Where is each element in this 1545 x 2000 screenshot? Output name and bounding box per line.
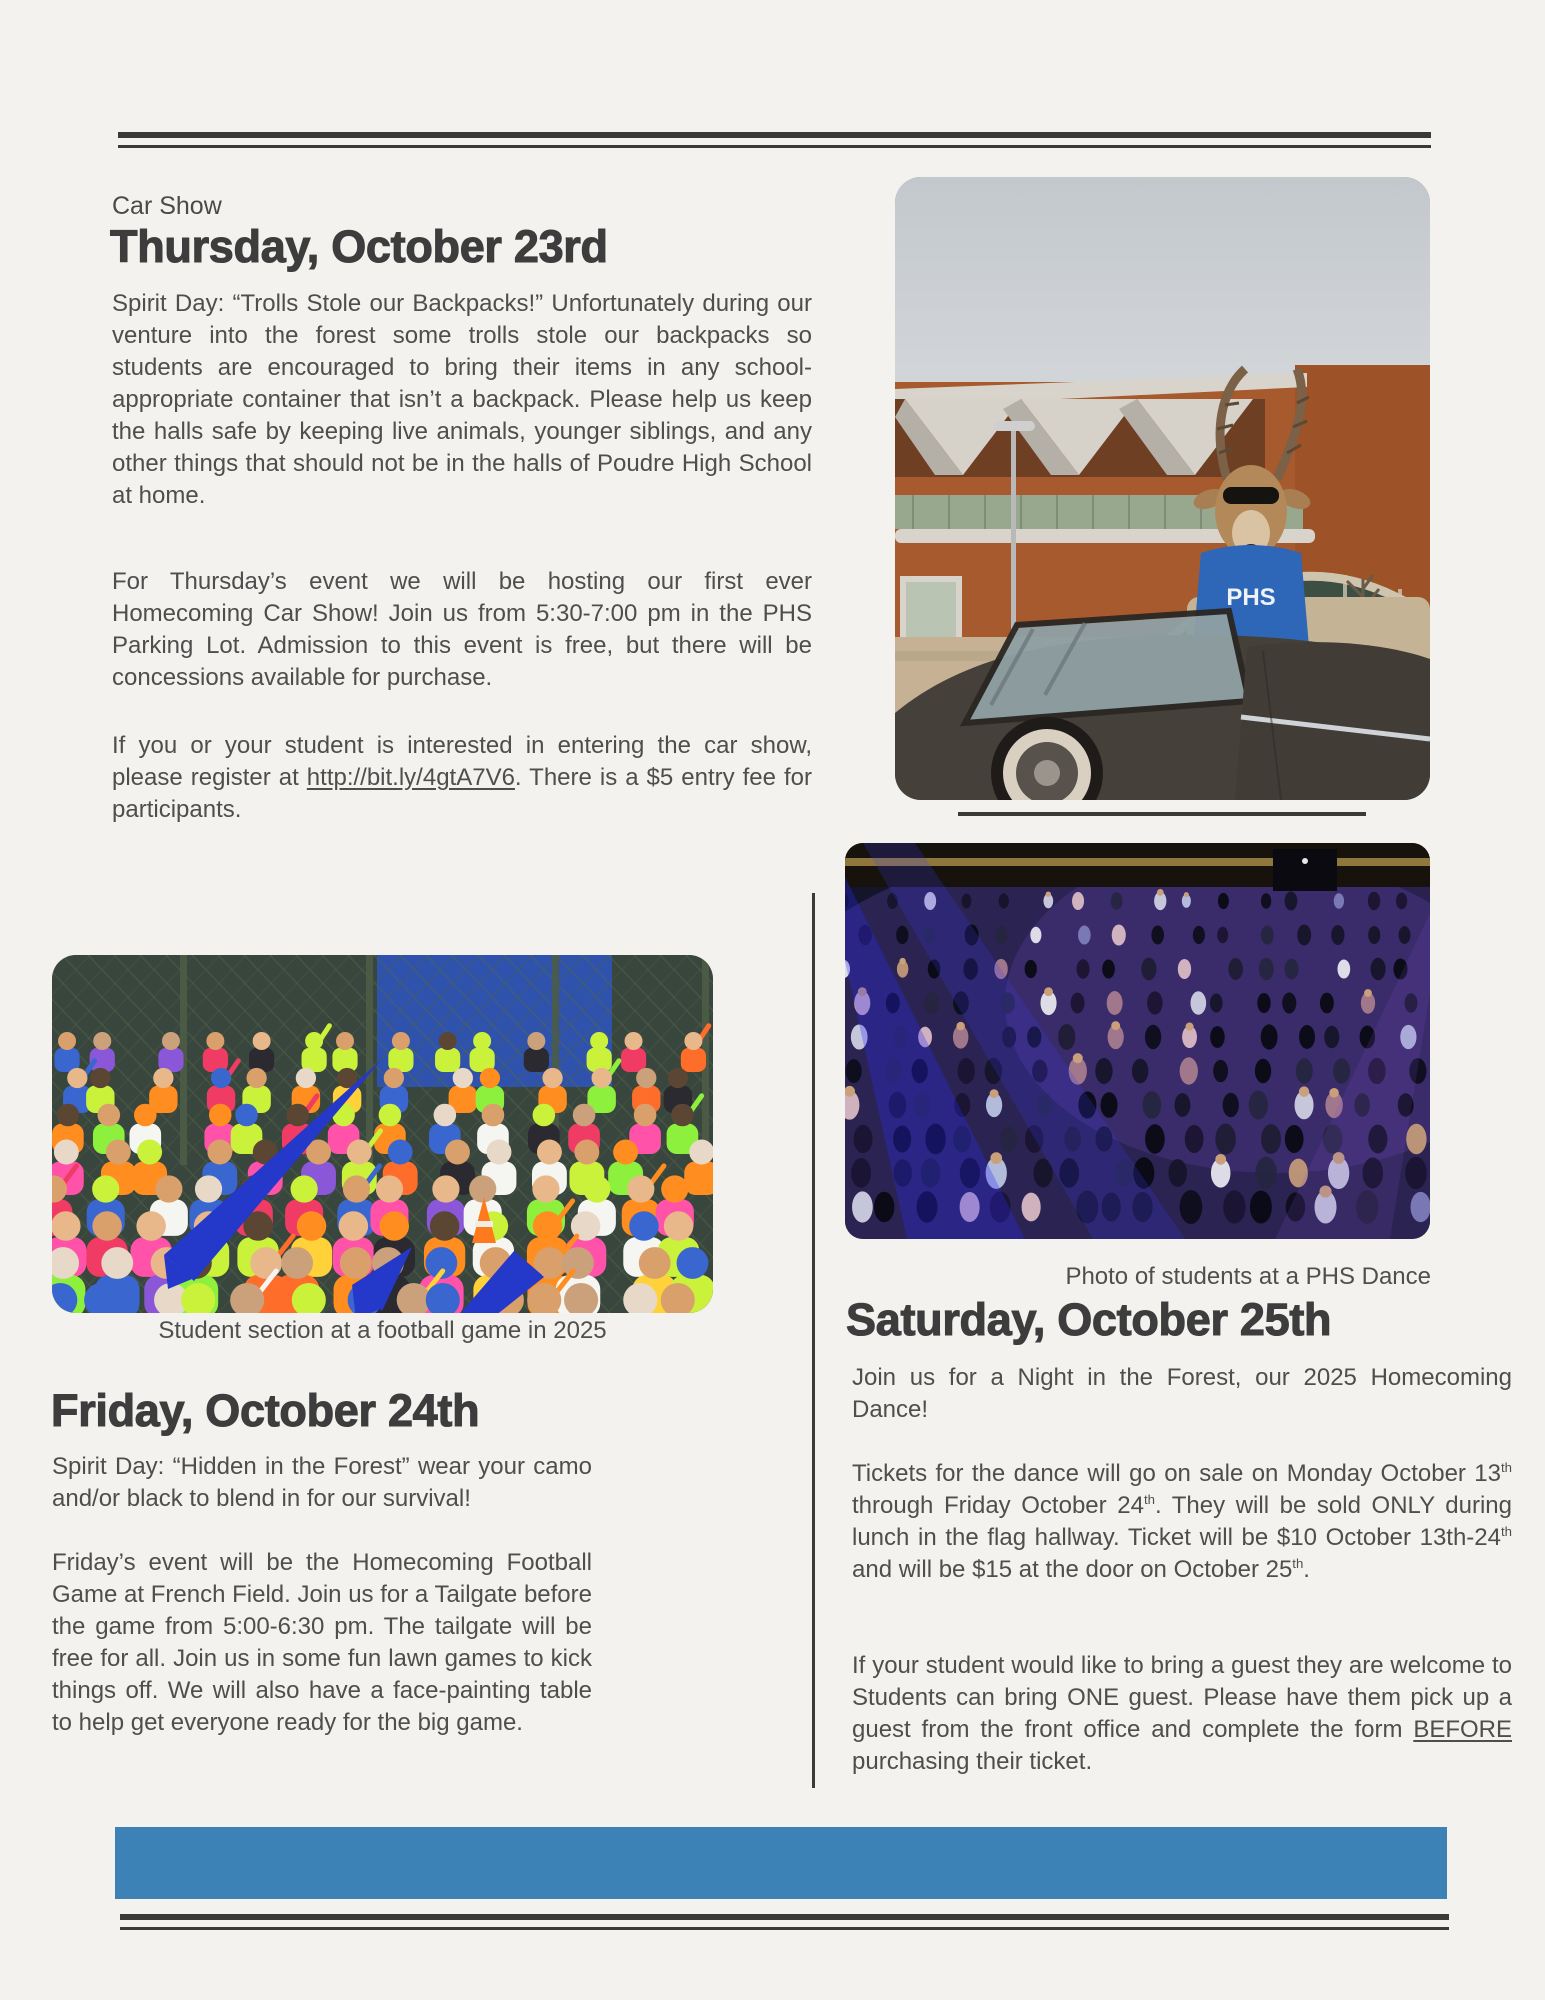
saturday-paragraph-3: If your student would like to bring a guest they are welcome to Students can bring ONE guest. Please have them pick up a guest from the front office and complete the form BEFORE purchasing their ticket. bbox=[852, 1652, 1512, 1775]
bottom-rule-thin bbox=[120, 1927, 1449, 1930]
footer-blue-bar bbox=[115, 1827, 1447, 1899]
saturday-paragraph-2: Tickets for the dance will go on sale on Monday October 13th through Friday October 24th. They will be sold ONLY during lunch in the flag hallway. Ticket will be $10 October 13th-24th and will be $15 at the door on October 25th. bbox=[852, 1460, 1512, 1583]
friday-paragraph-1: Spirit Day: “Hidden in the Forest” wear your camo and/or black to blend in for our survival! bbox=[52, 1453, 592, 1512]
football-photo bbox=[52, 955, 713, 1313]
car-show-kicker: Car Show bbox=[112, 192, 222, 220]
column-divider-rule bbox=[812, 893, 815, 1788]
thursday-heading: Thursday, October 23rd bbox=[110, 221, 608, 272]
top-rule-thick bbox=[118, 132, 1431, 138]
dance-photo bbox=[845, 843, 1430, 1239]
thursday-paragraph-1: Spirit Day: “Trolls Stole our Backpacks!” Unfortunately during our venture into the forest some trolls stole our backpacks so students are encouraged to bring their items in any school-appropriate container that isn’t a backpack. Please help us keep the halls safe by keeping live animals, younger siblings, and any other things that should not be in the halls of Poudre High School at home. bbox=[112, 290, 812, 509]
thursday-paragraph-2: For Thursday’s event we will be hosting our first ever Homecoming Car Show! Join us from 5:30-7:00 pm in the PHS Parking Lot. Admission to this event is free, but there will be concessions available for purchase. bbox=[112, 568, 812, 691]
car-show-photo bbox=[895, 177, 1430, 800]
friday-heading: Friday, October 24th bbox=[51, 1385, 480, 1436]
car-photo-underline-rule bbox=[958, 812, 1366, 816]
bottom-rule-thick bbox=[120, 1914, 1449, 1920]
car-show-register-link[interactable]: http://bit.ly/4gtA7V6 bbox=[306, 764, 515, 791]
dance-photo-caption: Photo of students at a PHS Dance bbox=[1065, 1263, 1431, 1290]
car-show-photo-art bbox=[895, 177, 1430, 800]
top-rule-thin bbox=[118, 145, 1431, 148]
dance-photo-art bbox=[845, 843, 1430, 1239]
saturday-paragraph-1: Join us for a Night in the Forest, our 2025 Homecoming Dance! bbox=[852, 1364, 1512, 1423]
thursday-paragraph-3: If you or your student is interested in entering the car show, please register at http://bit.ly/4gtA7V6. There is a $5 entry fee for participants. bbox=[112, 732, 812, 823]
friday-paragraph-2: Friday’s event will be the Homecoming Football Game at French Field. Join us for a Tailgate before the game from 5:00-6:30 pm. The tailgate will be free for all. Join us in some fun lawn games to kick things off. We will also have a face-painting table to help get everyone ready for the big game. bbox=[52, 1549, 592, 1736]
football-photo-art bbox=[52, 955, 713, 1313]
svg-text:PHS: PHS bbox=[1226, 584, 1276, 611]
saturday-heading: Saturday, October 25th bbox=[846, 1294, 1332, 1345]
football-photo-caption: Student section at a football game in 2025 bbox=[158, 1317, 607, 1344]
